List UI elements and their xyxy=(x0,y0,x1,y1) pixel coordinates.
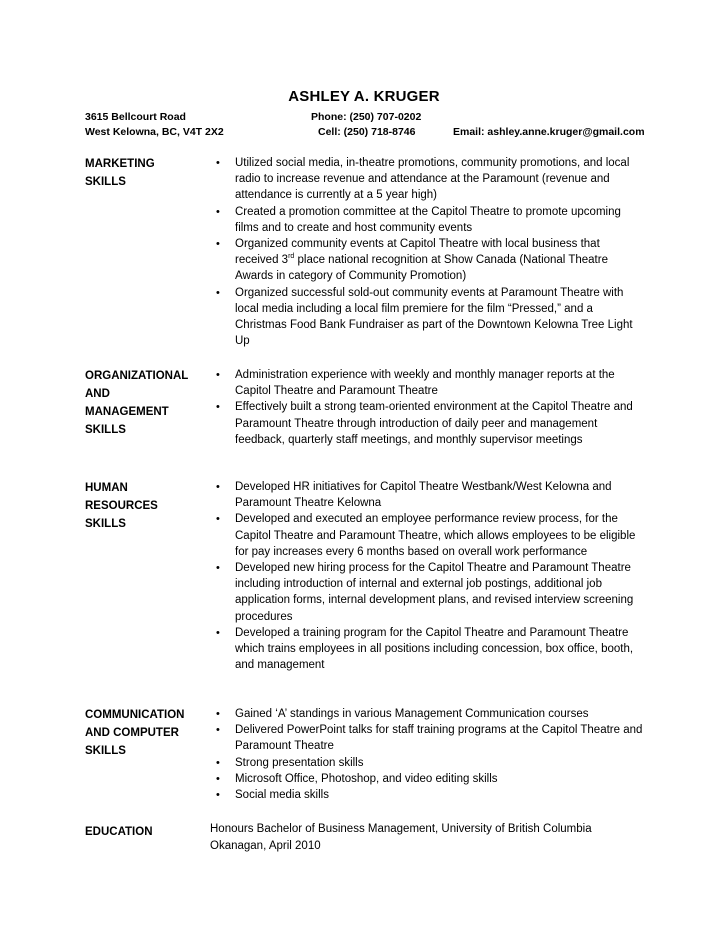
list-item: • Created a promotion committee at the Capitol Theatre to promote upcoming films and to create and host community events xyxy=(216,205,621,234)
list-item: • Gained ‘A’ standings in various Management Communication courses xyxy=(213,706,643,722)
applicant-name: ASHLEY A. KRUGER xyxy=(288,88,440,105)
bullet-icon: • xyxy=(216,401,220,414)
bullet-icon: • xyxy=(216,772,220,785)
list-item: • Developed a training program for the Capitol Theatre and Paramount Theatre which trains employees in all positions including concession, box office, booth, and management xyxy=(216,626,634,672)
list-item: • Social media skills xyxy=(213,787,643,803)
section-label: HUMAN RESOURCES SKILLS xyxy=(85,482,158,530)
bullet-list xyxy=(213,479,643,673)
bullet-icon: • xyxy=(216,369,220,381)
phone-number: Phone: (250) 707-0202 xyxy=(311,111,422,123)
section-label: EDUCATION xyxy=(85,826,153,838)
bullet-icon: • xyxy=(216,286,220,299)
bullet-icon: • xyxy=(216,789,220,802)
education-details: Honours Bachelor of Business Management, University of British Columbia Okanagan, April 2010 xyxy=(210,823,592,852)
bullet-icon: • xyxy=(216,513,220,526)
list-item: • Developed new hiring process for the Capitol Theatre and Paramount Theatre including introduction of internal and external job postings, additional job application forms, internal development plans, and revised interview screening procedures xyxy=(216,562,634,623)
bullet-list xyxy=(213,155,643,349)
list-item: • Utilized social media, in-theatre promotions, community promotions, and local radio to increase revenue and attendance at the Paramount (revenue and attendance is currently at a 5 year high) xyxy=(216,157,630,202)
bullet-icon: • xyxy=(216,562,220,575)
cell-number: Cell: (250) 718-8746 xyxy=(318,126,416,138)
bullet-icon: • xyxy=(216,238,220,251)
bullet-icon: • xyxy=(216,724,220,737)
bullet-icon: • xyxy=(216,205,220,218)
bullet-icon: • xyxy=(216,481,220,493)
section-label: ORGANIZATIONAL AND MANAGEMENT SKILLS xyxy=(85,370,189,436)
list-item: • Delivered PowerPoint talks for staff training programs at the Capitol Theatre and Paramount Theatre xyxy=(216,724,643,753)
section-label: COMMUNICATION AND COMPUTER SKILLS xyxy=(85,709,185,757)
section-label: MARKETING SKILLS xyxy=(85,158,155,188)
bullet-list xyxy=(213,706,643,803)
list-item: • Administration experience with weekly and monthly manager reports at the Capitol Theatre and Paramount Theatre xyxy=(216,369,615,398)
list-item: • Developed and executed an employee performance review process, for the Capitol Theatre and Paramount Theatre, which allows employees to be eligible for pay increases every 6 months based on overall work performance xyxy=(216,513,636,558)
email-address: Email: ashley.anne.kruger@gmail.com xyxy=(453,126,645,138)
bullet-icon: • xyxy=(216,626,220,639)
bullet-icon: • xyxy=(216,157,220,169)
list-item: • Organized successful sold-out community events at Paramount Theatre with local media including a local film premiere for the film “Pressed,” and a Christmas Food Bank Fundraiser as part of the Downtown Kelowna Tree Light Up xyxy=(216,286,633,348)
address-line-1: 3615 Bellcourt Road xyxy=(85,111,186,123)
bullet-icon: • xyxy=(216,756,220,769)
list-item: • Microsoft Office, Photoshop, and video editing skills xyxy=(213,771,643,787)
bullet-list xyxy=(213,367,643,448)
bullet-icon: • xyxy=(216,708,220,720)
list-item: • Developed HR initiatives for Capitol Theatre Westbank/West Kelowna and Paramount Theatre Kelowna xyxy=(216,481,612,510)
list-item: • Effectively built a strong team-oriented environment at the Capitol Theatre and Paramount Theatre through introduction of daily peer and management feedback, quarterly staff meetings, and monthly supervisor meetings xyxy=(216,401,633,446)
address-line-2: West Kelowna, BC, V4T 2X2 xyxy=(85,126,224,138)
list-item: • Organized community events at Capitol Theatre with local business that received 3rd place national recognition at Show Canada (National Theatre Awards in category of Community Promotion) xyxy=(216,238,608,283)
list-item: • Strong presentation skills xyxy=(213,755,643,771)
